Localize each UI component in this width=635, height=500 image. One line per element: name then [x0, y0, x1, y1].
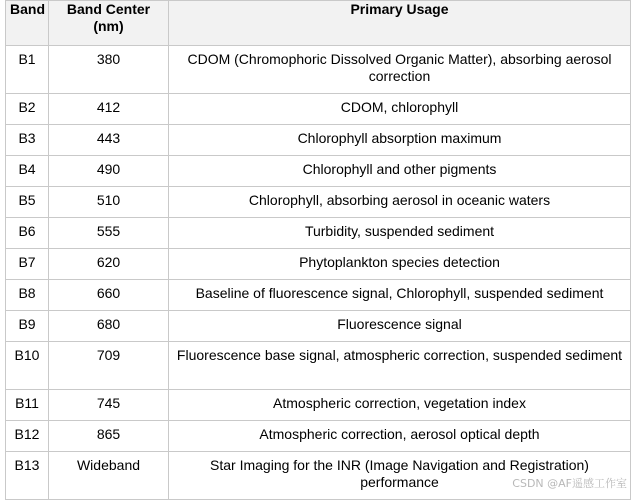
usage-cell: Chlorophyll, absorbing aerosol in oceanic waters [169, 187, 631, 218]
header-row [6, 1, 631, 46]
band-center-cell: 680 [49, 311, 169, 342]
band-center-cell: 412 [49, 94, 169, 125]
header-band [6, 1, 49, 46]
usage-cell: Star Imaging for the INR (Image Navigation and Registration) performance [169, 452, 631, 500]
band-cell: B13 [6, 452, 49, 500]
header-band-label: Band [10, 1, 45, 17]
band-cell: B8 [6, 280, 49, 311]
table-row [6, 187, 631, 218]
watermark: CSDN @AF遥感工作室 [512, 477, 627, 490]
band-center-cell: 490 [49, 156, 169, 187]
table-row [6, 218, 631, 249]
usage-cell: Turbidity, suspended sediment [169, 218, 631, 249]
band-cell: B4 [6, 156, 49, 187]
usage-cell: Chlorophyll and other pigments [169, 156, 631, 187]
usage-cell: Baseline of fluorescence signal, Chlorophyll, suspended sediment [169, 280, 631, 311]
table-row [6, 156, 631, 187]
band-table [5, 0, 631, 500]
header-center-line1: Band Center [66, 1, 151, 17]
band-cell: B6 [6, 218, 49, 249]
table-row [6, 46, 631, 94]
usage-cell: Atmospheric correction, aerosol optical depth [169, 421, 631, 452]
band-cell: B11 [6, 390, 49, 421]
band-cell: B3 [6, 125, 49, 156]
band-center-cell: 380 [49, 46, 169, 94]
band-center-cell: 865 [49, 421, 169, 452]
band-cell: B10 [6, 342, 49, 390]
band-cell: B5 [6, 187, 49, 218]
band-center-cell: Wideband [49, 452, 169, 500]
band-center-cell: 660 [49, 280, 169, 311]
table-row [6, 249, 631, 280]
band-center-cell: 620 [49, 249, 169, 280]
header-primary-usage [169, 1, 631, 46]
table-row [6, 342, 631, 390]
header-center-line2: (nm) [93, 18, 124, 34]
table-row [6, 421, 631, 452]
band-center-cell: 555 [49, 218, 169, 249]
usage-cell: CDOM (Chromophoric Dissolved Organic Matter), absorbing aerosol correction [169, 46, 631, 94]
usage-cell: CDOM, chlorophyll [169, 94, 631, 125]
band-cell: B1 [6, 46, 49, 94]
table-body [6, 46, 631, 500]
usage-cell: Phytoplankton species detection [169, 249, 631, 280]
usage-cell: Fluorescence signal [169, 311, 631, 342]
usage-cell: Chlorophyll absorption maximum [169, 125, 631, 156]
table-row [6, 125, 631, 156]
band-cell: B7 [6, 249, 49, 280]
usage-cell: Atmospheric correction, vegetation index [169, 390, 631, 421]
table-row [6, 390, 631, 421]
table-header [6, 1, 631, 46]
band-cell: B12 [6, 421, 49, 452]
usage-cell: Fluorescence base signal, atmospheric correction, suspended sediment [169, 342, 631, 390]
table-row [6, 311, 631, 342]
band-center-cell: 443 [49, 125, 169, 156]
band-center-cell: 510 [49, 187, 169, 218]
band-center-cell: 745 [49, 390, 169, 421]
band-center-cell: 709 [49, 342, 169, 390]
band-cell: B9 [6, 311, 49, 342]
table-row [6, 94, 631, 125]
header-band-center [49, 1, 169, 46]
band-cell: B2 [6, 94, 49, 125]
table-row [6, 280, 631, 311]
header-usage-label: Primary Usage [350, 1, 449, 17]
